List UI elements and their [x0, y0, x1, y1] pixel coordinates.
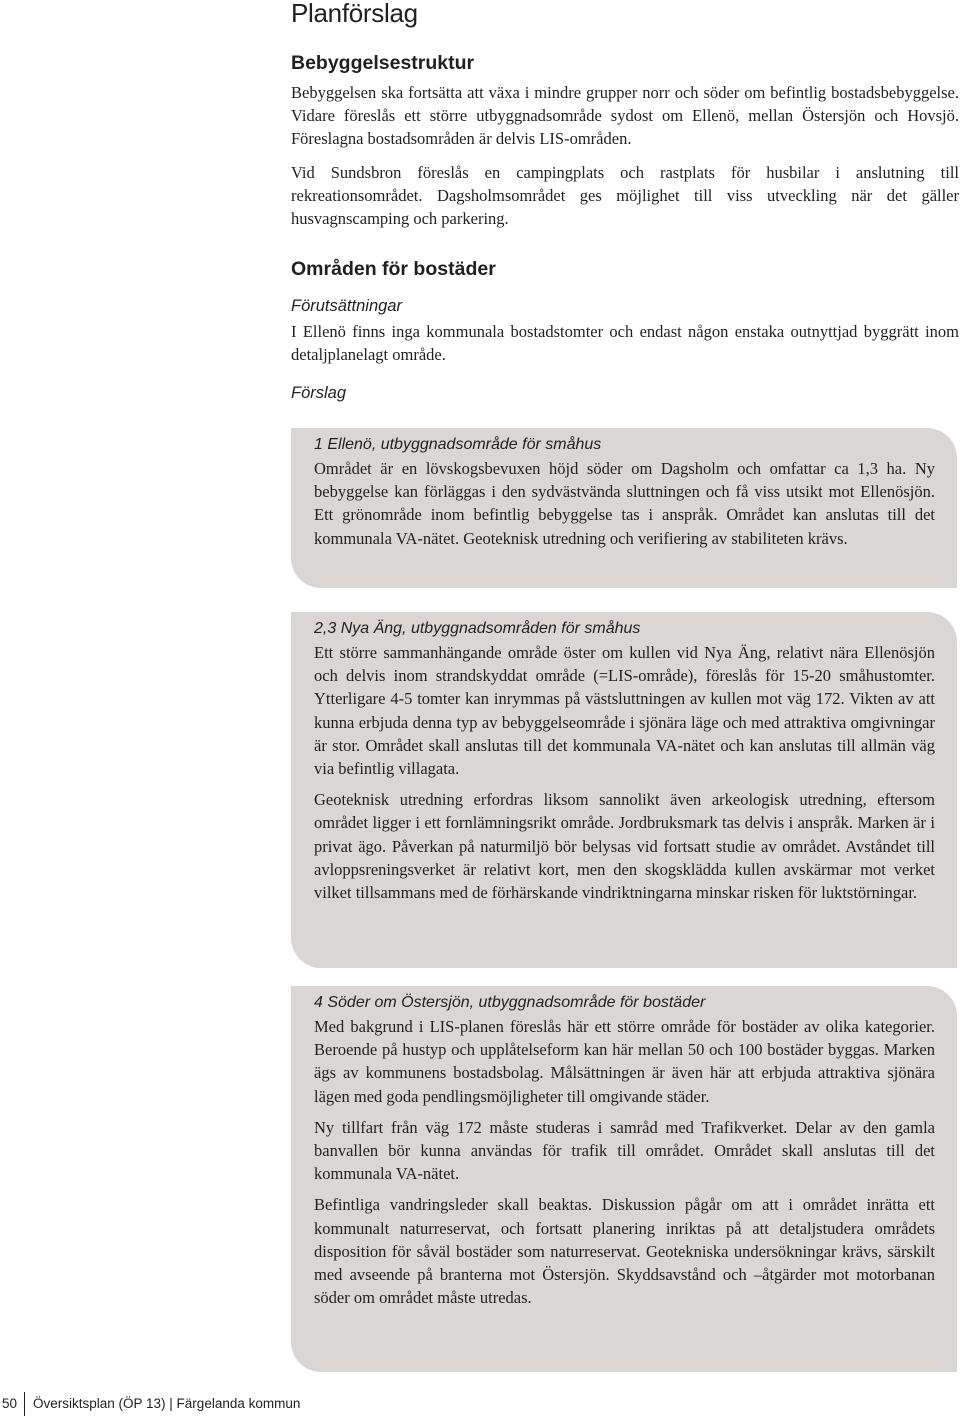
- footer-text: Översiktsplan (ÖP 13) | Färgelanda kommun: [33, 1396, 301, 1411]
- proposal-box-paragraph: Ett större sammanhängande område öster om kullen vid Nya Äng, relativt nära Ellenösjön och delvis inom strandskyddat område (=LIS-område), föreslås för 15-20 småhustomter. Ytterligare 4-5 tomter kan inrymmas på västsluttningen av kullen mot väg 172. Vikten av att kunna erbjuda denna typ av bebyggelseområde i sjönära läge och med attraktiva omgivningar är stor. Området skall anslutas till det kommunala VA-nätet och kan anslutas till allmän väg via befintlig villagata.: [314, 643, 935, 779]
- proposal-box-paragraph: Med bakgrund i LIS-planen föreslås här ett större område för bostäder av olika kategorier. Beroende på hustyp och upplåtelseform kan här mellan 50 och 100 bostäder byggas. Marken ägs av kommunens bostadsbolag. Målsättningen är även här att erbjuda attraktiva sjönära lägen med goda pendlingsmöjligheter till omgivande städer.: [314, 1017, 935, 1106]
- footer-divider: [24, 1392, 25, 1416]
- page-number: 50: [2, 1396, 18, 1411]
- proposal-box-paragraph: Området är en lövskogsbevuxen höjd söder om Dagsholm och omfattar ca 1,3 ha. Ny bebyggelse kan förläggas i den sydvästvända sluttningen och få viss utsikt mot Ellenösjön. Ett grönområde inom befintlig bebyggelse tas i anspråk. Området kan anslutas till det kommunala VA-nätet. Geoteknisk utredning och verifiering av stabiliteten krävs.: [314, 459, 935, 548]
- proposal-box-1: [291, 428, 957, 588]
- section-heading-bebyggelsestruktur: Bebyggelsestruktur: [291, 52, 475, 74]
- section-heading-omraden: Områden för bostäder: [291, 258, 496, 281]
- proposal-box-paragraph: Ny tillfart från väg 172 måste studeras i samråd med Trafikverket. Delar av den gamla banvallen bör kunna användas för trafik till området. Området skall anslutas till det kommunala VA-nätet.: [314, 1117, 935, 1184]
- proposal-box-title: 2,3 Nya Äng, utbyggnadsområden för småhus: [314, 620, 641, 637]
- proposal-box-2-3: [291, 612, 957, 968]
- page-title: Planförslag: [291, 0, 418, 28]
- subheading-forutsattningar: Förutsättningar: [291, 297, 402, 316]
- subheading-forslag: Förslag: [291, 383, 347, 402]
- proposal-box-4: [291, 986, 957, 1372]
- paragraph-bebyggelse-1: Bebyggelsen ska fortsätta att växa i mindre grupper norr och söder om befintlig bostadsbebyggelse. Vidare föreslås ett större utbyggnadsområde sydost om Ellenö, mellan Östersjön och Hovsjö. Föreslagna bostadsområden är delvis LIS-områden.: [291, 83, 959, 149]
- paragraph-forutsattningar: I Ellenö finns inga kommunala bostadstomter och endast någon enstaka outnyttjad byggrätt inom detaljplanelagt område.: [291, 322, 959, 365]
- proposal-box-paragraph: Geoteknisk utredning erfordras liksom sannolikt även arkeologisk utredning, eftersom området ligger i ett fornlämningsrikt område. Jordbruksmark tas delvis i anspråk. Marken är i privat ägo. Påverkan på naturmiljö bör belysas vid fortsatt studie av området. Avståndet till avloppsreningsverket är relativt kort, men den skogsklädda kullen avskärmar mot verket vilket tillsammans med de förhärskande vindriktningarna minskar risken för luktstörningar.: [314, 790, 935, 903]
- proposal-box-paragraph: Befintliga vandringsleder skall beaktas. Diskussion pågår om att i området inrätta ett kommunalt naturreservat, och fortsatt planering inriktas på att detaljstudera områdets disposition för såväl bostäder som naturreservat. Geotekniska undersökningar krävs, särskilt med avseende på branterna mot Östersjön. Skyddsavstånd och –åtgärder mot motorbanan söder om området måste utredas.: [314, 1195, 935, 1308]
- paragraph-bebyggelse-2: Vid Sundsbron föreslås en campingplats och rastplats för husbilar i anslutning till rekreationsområdet. Dagsholmsområdet ges möjlighet till viss utveckling när det gäller husvagnscamping och parkering.: [291, 162, 959, 229]
- proposal-box-title: 1 Ellenö, utbyggnadsområde för småhus: [314, 436, 602, 453]
- main-content: [291, 52, 959, 403]
- proposal-box-title: 4 Söder om Östersjön, utbyggnadsområde för bostäder: [314, 994, 706, 1011]
